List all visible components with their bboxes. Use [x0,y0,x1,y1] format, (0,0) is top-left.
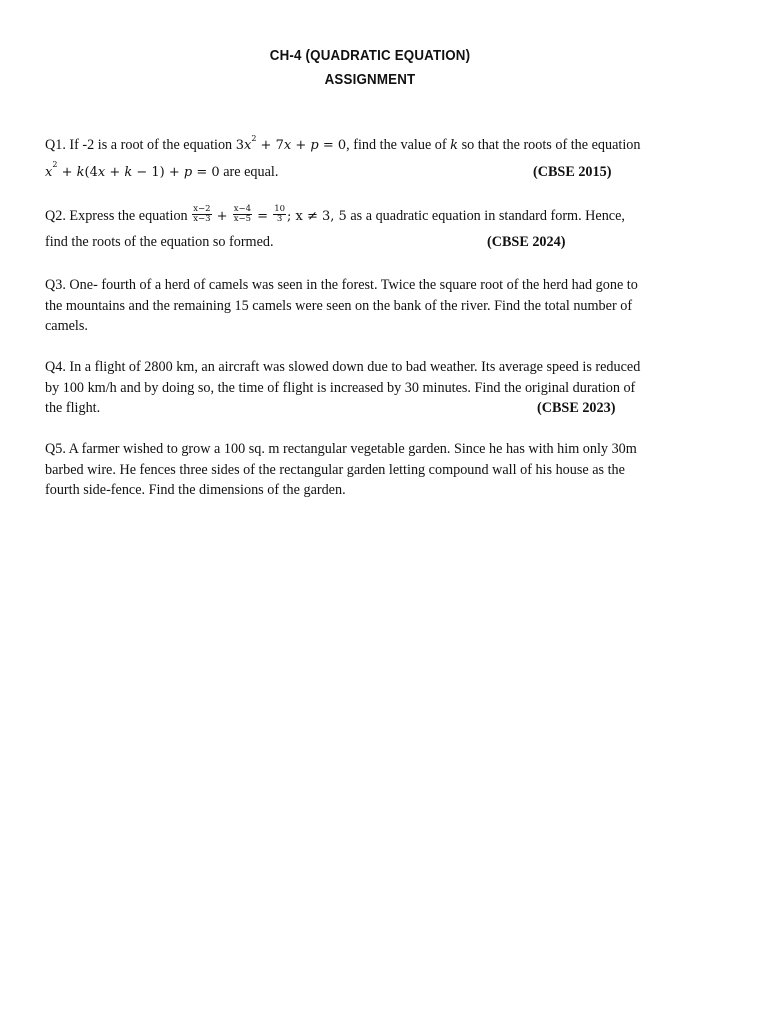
question-5-line-1: Q5. A farmer wished to grow a 100 sq. m rectangular vegetable garden. Since he has with him only 30m [45,441,637,457]
question-4-line-1: Q4. In a flight of 2800 km, an aircraft was slowed down due to bad weather. Its average speed is reduced [45,359,641,375]
equation-1: $3x^2 + 7x + p = 0$ [235,133,347,153]
source-tag: (CBSE 2015) [533,163,612,180]
question-5 [45,439,690,501]
equation-2: $x^2 + k(4x + k - 1) + p = 0$ [45,160,220,180]
question-4-line-2: by 100 km/h and by doing so, the time of flight is increased by 30 minutes. Find the original duration of [45,379,636,396]
question-2 [45,203,690,253]
assignment-title: ASSIGNMENT [324,72,416,88]
question-4-line-3: the flight. (CBSE 2023) [45,398,690,419]
question-1-line-2: $x^2 + k(4x + k - 1) + p = 0$ are equal. (CBSE 2015) [45,162,690,183]
question-2-line-2: find the roots of the equation so formed. (CBSE 2024) [45,232,690,253]
chapter-title: CH-4 (QUADRATIC EQUATION) [269,48,471,64]
question-3 [45,275,690,337]
question-2-line-1: Q2. Express the equation $\frac{x-2}{x-3}$ + $\frac{x-4}{x-5}$ = $\frac{10}{3}$ ; x ≠ 3, 5 as a quadratic equation in standard form. Hence, [45,203,625,225]
question-5-line-3: fourth side-fence. Find the dimensions of the garden. [45,482,346,499]
question-3-line-3: camels. [45,318,88,335]
question-1 [45,135,690,182]
fraction: $\frac{10}{3}$ [274,203,286,225]
fraction: $\frac{x-2}{x-3}$ [193,203,211,225]
question-4 [45,357,690,419]
question-1-line-1: Q1. If -2 is a root of the equation $3x^2 + 7x + p = 0$, find the value of k so that the roots of the equation [45,133,641,153]
question-3-line-1: Q3. One- fourth of a herd of camels was seen in the forest. Twice the square root of the herd had gone to [45,277,638,293]
source-tag: (CBSE 2023) [537,400,616,417]
source-tag: (CBSE 2024) [487,234,566,250]
question-5-line-2: barbed wire. He fences three sides of the rectangular garden letting compound wall of his house as the [45,461,625,478]
question-3-line-2: the mountains and the remaining 15 camels were seen on the bank of the river. Find the total number of [45,297,633,314]
fraction: $\frac{x-4}{x-5}$ [233,203,252,225]
